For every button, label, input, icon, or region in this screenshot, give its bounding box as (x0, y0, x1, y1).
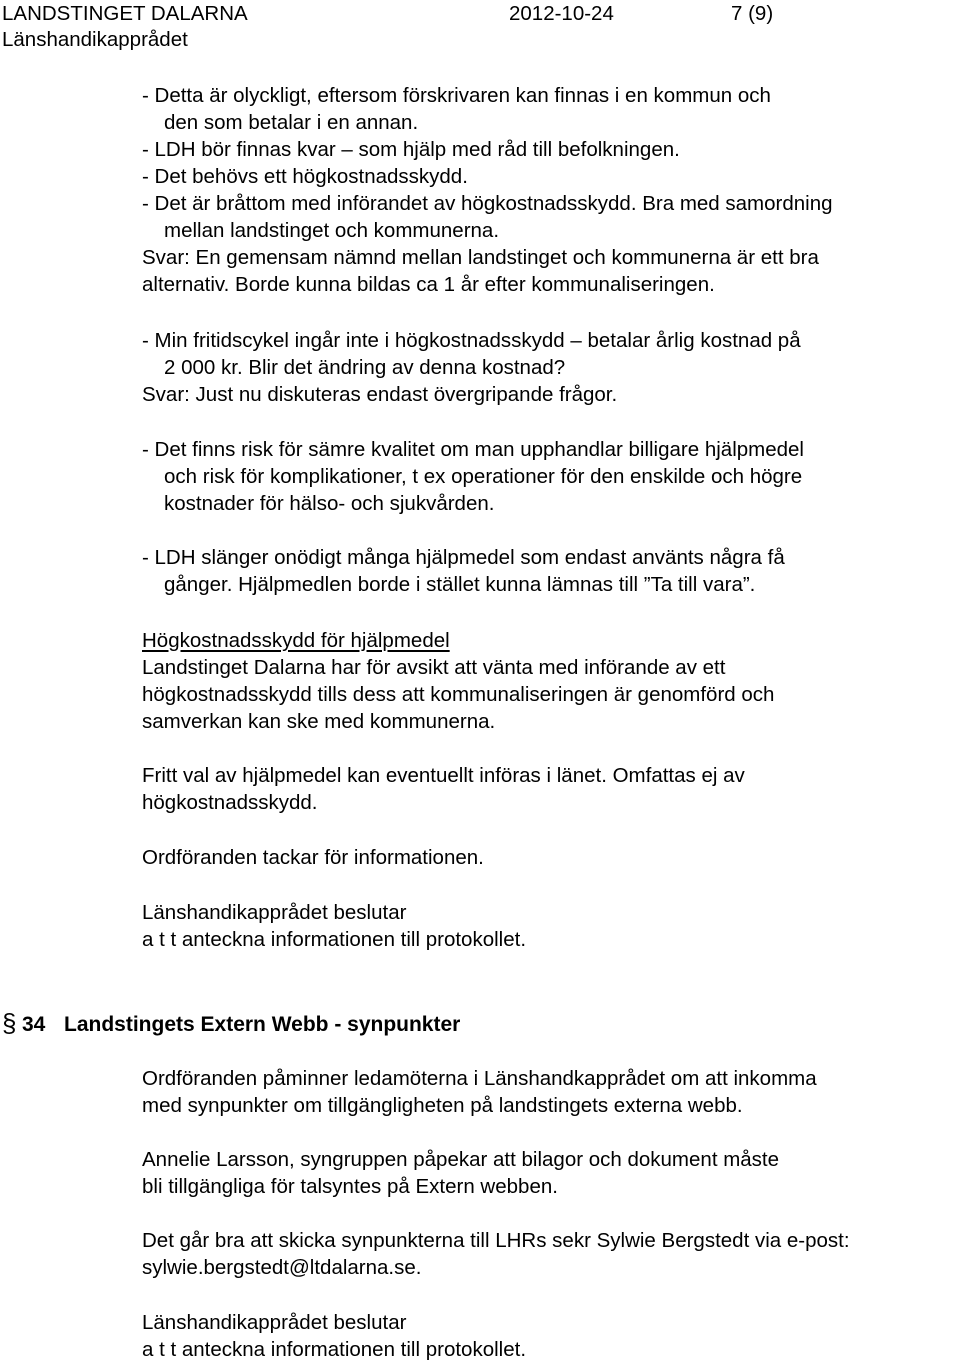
paragraph-line: Annelie Larsson, syngruppen påpekar att bilagor och dokument måste (142, 1148, 780, 1171)
paragraph-line: Fritt val av hjälpmedel kan eventuellt införas i länet. Omfattas ej av (142, 764, 745, 787)
header-council: Länshandikapprådet (2, 28, 188, 51)
bullet-line: 2 000 kr. Blir det ändring av denna kostnad? (164, 356, 566, 379)
header-org: LANDSTINGET DALARNA (2, 2, 248, 25)
bullet-line: - Min fritidscykel ingår inte i högkostnadsskydd – betalar årlig kostnad på (142, 329, 801, 352)
bullet-line: - LDH bör finnas kvar – som hjälp med råd till befolkningen. (142, 138, 680, 161)
bullet-line: och risk för komplikationer, t ex operationer för den enskilde och högre (164, 465, 803, 488)
section-mark: § (2, 1008, 17, 1038)
bullet-line: - LDH slänger onödigt många hjälpmedel som endast använts några få (142, 546, 785, 569)
bullet-line: kostnader för hälso- och sjukvården. (164, 492, 495, 515)
decision-text: a t t anteckna informationen till protokollet. (142, 928, 527, 951)
section-title: Landstingets Extern Webb - synpunkter (64, 1013, 461, 1036)
bullet-line: - Det finns risk för sämre kvalitet om man upphandlar billigare hjälpmedel (142, 438, 804, 461)
header-date: 2012-10-24 (509, 2, 614, 25)
bullet-line: mellan landstinget och kommunerna. (164, 219, 500, 242)
bullet-line: - Det behövs ett högkostnadsskydd. (142, 165, 468, 188)
paragraph-line: högkostnadsskydd tills dess att kommunaliseringen är genomförd och (142, 683, 775, 706)
paragraph-line: Ordföranden tackar för informationen. (142, 846, 484, 869)
bullet-line: gånger. Hjälpmedlen borde i stället kunna lämnas till ”Ta till vara”. (164, 573, 756, 596)
answer-line: Svar: Just nu diskuteras endast övergripande frågor. (142, 383, 618, 406)
header-page-number: 7 (9) (731, 2, 774, 25)
paragraph-line: Landstinget Dalarna har för avsikt att vänta med införande av ett (142, 656, 726, 679)
answer-line: alternativ. Borde kunna bildas ca 1 år efter kommunaliseringen. (142, 273, 715, 296)
paragraph-line: Det går bra att skicka synpunkterna till LHRs sekr Sylwie Bergstedt via e-post: (142, 1229, 850, 1252)
paragraph-line: samverkan kan ske med kommunerna. (142, 710, 496, 733)
subheading: Högkostnadsskydd för hjälpmedel (142, 629, 450, 652)
section-number: 34 (22, 1013, 46, 1036)
decision-heading: Länshandikapprådet beslutar (142, 901, 407, 924)
bullet-line: den som betalar i en annan. (164, 111, 419, 134)
decision-heading: Länshandikapprådet beslutar (142, 1311, 407, 1334)
paragraph-line: högkostnadsskydd. (142, 791, 318, 814)
paragraph-line: Ordföranden påminner ledamöterna i Länshandkapprådet om att inkomma (142, 1067, 817, 1090)
paragraph-line: bli tillgängliga för talsyntes på Extern webben. (142, 1175, 558, 1198)
paragraph-line: med synpunkter om tillgängligheten på landstingets externa webb. (142, 1094, 743, 1117)
bullet-line: - Det är bråttom med införandet av högkostnadsskydd. Bra med samordning (142, 192, 833, 215)
email-link[interactable]: sylwie.bergstedt@ltdalarna.se. (142, 1256, 422, 1279)
answer-line: Svar: En gemensam nämnd mellan landstinget och kommunerna är ett bra (142, 246, 819, 269)
bullet-line: - Detta är olyckligt, eftersom förskrivaren kan finnas i en kommun och (142, 84, 771, 107)
decision-text: a t t anteckna informationen till protokollet. (142, 1338, 527, 1361)
